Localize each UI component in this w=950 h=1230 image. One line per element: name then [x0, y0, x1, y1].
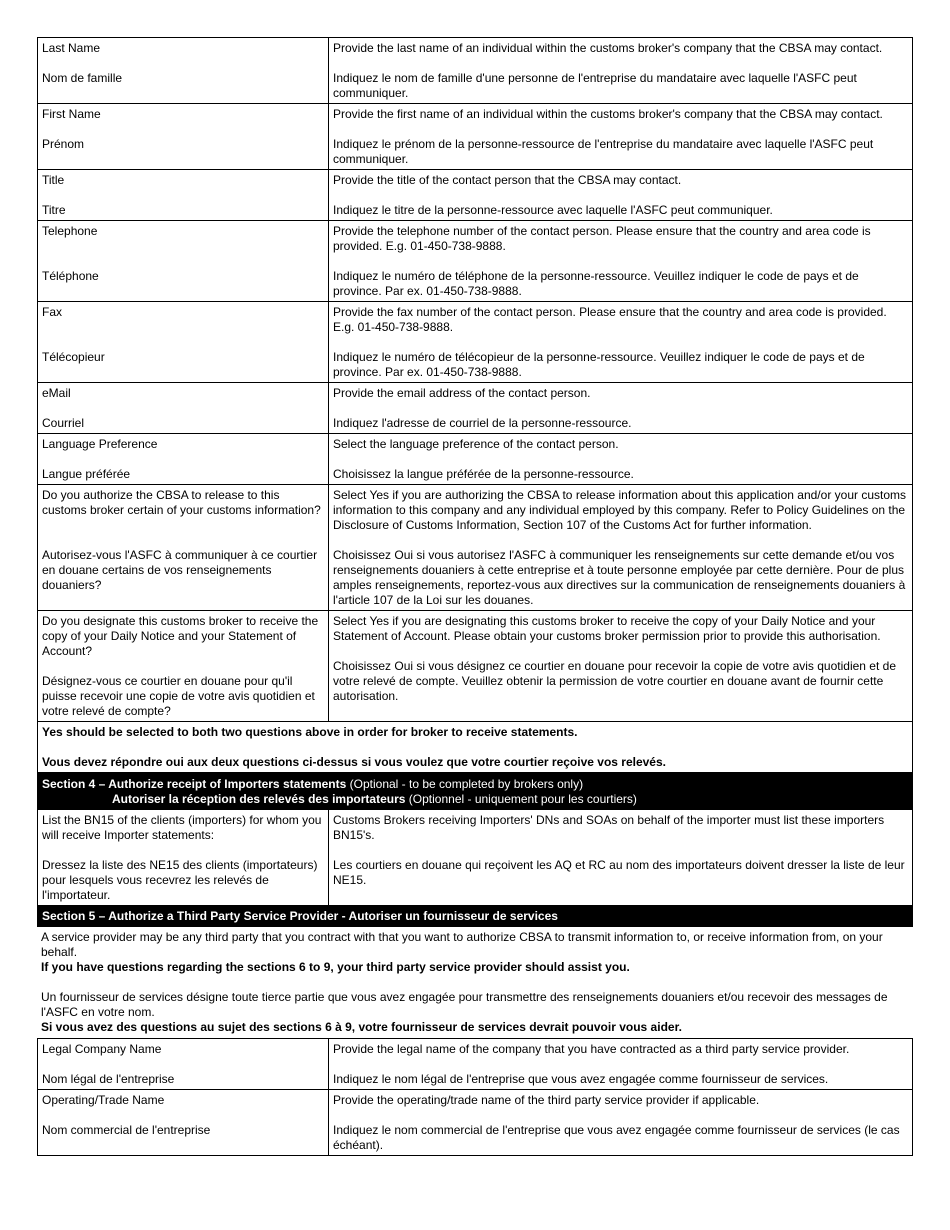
field-label-en: First Name	[42, 107, 101, 121]
field-desc-en: Select the language preference of the contact person.	[333, 437, 619, 451]
field-description-cell	[329, 302, 913, 383]
field-label-en: Telephone	[42, 224, 98, 238]
field-label-en: eMail	[42, 386, 71, 400]
field-label-cell	[38, 1039, 329, 1090]
table-row	[38, 104, 913, 170]
field-label-cell	[38, 810, 329, 906]
section-5-intro	[37, 927, 913, 1037]
field-description-cell	[329, 38, 913, 104]
section-4-header	[37, 773, 913, 810]
section-4-optional-en: (Optional - to be completed by brokers only)	[349, 777, 584, 791]
section-5-header	[37, 906, 913, 927]
table-row	[38, 810, 913, 906]
field-desc-en: Provide the fax number of the contact person. Please ensure that the country and area code is provided. E.g. 01-450-738-9888.	[333, 305, 887, 334]
table-row	[38, 434, 913, 485]
field-description-cell	[329, 1039, 913, 1090]
section-5-title: Section 5 – Authorize a Third Party Service Provider - Autoriser un fournisseur de services	[42, 909, 558, 923]
table-row	[38, 1039, 913, 1090]
field-label-cell	[38, 485, 329, 611]
field-label-cell	[38, 1090, 329, 1156]
field-label-en: Title	[42, 173, 65, 187]
table-row	[38, 221, 913, 302]
field-label-fr: Courriel	[42, 416, 85, 430]
field-description-cell	[329, 485, 913, 611]
field-label-fr: Langue préférée	[42, 467, 131, 481]
field-desc-fr: Choisissez Oui si vous désignez ce courtier en douane pour recevoir la copie de votre avis quotidien et de votre relevé de compte. Veuillez obtenir la permission de votre courtier en douane avant de fournir cette autorisation.	[333, 659, 896, 703]
field-label-en: Do you designate this customs broker to receive the copy of your Daily Notice and your Statement of Account?	[42, 614, 319, 658]
field-description-cell	[329, 383, 913, 434]
intro-en: A service provider may be any third party that you contract with that you want to authorize CBSA to transmit information to, or receive information from, on your behalf.	[41, 930, 883, 959]
field-desc-fr: Indiquez le nom de famille d'une personne de l'entreprise du mandataire avec laquelle l'ASFC peut communiquer.	[333, 71, 857, 100]
field-desc-en: Select Yes if you are authorizing the CBSA to release information about this application and/or your customs information to this company and any individual employed by this company. Refer to Policy Guidelines on the Disclosure of Customs Information, Section 107 of the Customs Act for further information.	[333, 488, 906, 532]
field-description-cell	[329, 170, 913, 221]
field-label-en: Legal Company Name	[42, 1042, 162, 1056]
section-4-title-en: Section 4 – Authorize receipt of Importers statements	[42, 777, 347, 791]
table-row	[38, 38, 913, 104]
field-label-fr: Nom commercial de l'entreprise	[42, 1123, 211, 1137]
field-desc-fr: Choisissez Oui si vous autorisez l'ASFC à communiquer les renseignements sur cette demande et/ou vos renseignements douaniers à cette entreprise et à toute personne employée par cette dernière. Pour de plus amples renseignements, reportez-vous aux directives sur la communication de renseignements douaniers à l'article 107 de la Loi sur les douanes.	[333, 548, 906, 607]
intro-fr: Un fournisseur de services désigne toute tierce partie que vous avez engagée pour transmettre des renseignements douaniers et/ou recevoir des messages de l'ASFC en votre nom.	[41, 990, 888, 1019]
table-row	[38, 170, 913, 221]
field-description-cell	[329, 810, 913, 906]
field-label-fr: Dressez la liste des NE15 des clients (importateurs) pour lesquels vous recevrez les relevés de l'importateur.	[42, 858, 318, 902]
field-description-cell	[329, 611, 913, 722]
intro-en-bold: If you have questions regarding the sections 6 to 9, your third party service provider should assist you.	[41, 960, 630, 974]
field-desc-en: Customs Brokers receiving Importers' DNs and SOAs on behalf of the importer must list these importers BN15's.	[333, 813, 885, 842]
field-label-en: Do you authorize the CBSA to release to this customs broker certain of your customs information?	[42, 488, 321, 517]
section-4-title-fr: Autoriser la réception des relevés des importateurs	[112, 792, 406, 806]
field-desc-fr: Indiquez le nom légal de l'entreprise que vous avez engagée comme fournisseur de services.	[333, 1072, 829, 1086]
field-label-en: Language Preference	[42, 437, 158, 451]
field-label-en: Fax	[42, 305, 63, 319]
field-desc-en: Select Yes if you are designating this customs broker to receive the copy of your Daily Notice and your Statement of Account. Please obtain your customs broker permission prior to provide this authorisation.	[333, 614, 881, 643]
field-label-cell	[38, 221, 329, 302]
field-desc-fr: Indiquez le titre de la personne-ressource avec laquelle l'ASFC peut communiquer.	[333, 203, 773, 217]
field-label-fr: Autorisez-vous l'ASFC à communiquer à ce courtier en douane certains de vos renseignements douaniers?	[42, 548, 318, 592]
section-4-optional-fr: (Optionnel - uniquement pour les courtiers)	[408, 792, 637, 806]
field-label-fr: Titre	[42, 203, 66, 217]
field-desc-fr: Indiquez le numéro de téléphone de la personne-ressource. Veuillez indiquer le code de pays et de province. Par ex. 01-450-738-9888.	[333, 269, 859, 298]
field-desc-en: Provide the first name of an individual within the customs broker's company that the CBSA may contact.	[333, 107, 883, 121]
field-label-cell	[38, 302, 329, 383]
field-label-en: Operating/Trade Name	[42, 1093, 165, 1107]
field-desc-fr: Les courtiers en douane qui reçoivent les AQ et RC au nom des importateurs doivent dresser la liste de leur NE15.	[333, 858, 905, 887]
table-row	[38, 383, 913, 434]
field-label-cell	[38, 38, 329, 104]
document-page	[37, 37, 913, 1156]
field-desc-fr: Indiquez le numéro de télécopieur de la personne-ressource. Veuillez indiquer le code de pays et de province. Par ex. 01-450-738-9888.	[333, 350, 865, 379]
field-description-cell	[329, 221, 913, 302]
field-description-cell	[329, 434, 913, 485]
section-4-table	[37, 810, 913, 906]
field-desc-en: Provide the legal name of the company that you have contracted as a third party service provider.	[333, 1042, 850, 1056]
field-label-en: List the BN15 of the clients (importers) for whom you will receive Importer statements:	[42, 813, 322, 842]
field-desc-en: Provide the email address of the contact person.	[333, 386, 591, 400]
field-desc-en: Provide the last name of an individual within the customs broker's company that the CBSA may contact.	[333, 41, 883, 55]
field-label-fr: Télécopieur	[42, 350, 105, 364]
field-desc-fr: Indiquez le nom commercial de l'entreprise que vous avez engagée comme fournisseur de services (le cas échéant).	[333, 1123, 900, 1152]
table-row	[38, 485, 913, 611]
field-desc-en: Provide the operating/trade name of the third party service provider if applicable.	[333, 1093, 760, 1107]
field-label-fr: Nom légal de l'entreprise	[42, 1072, 175, 1086]
note-en: Yes should be selected to both two questions above in order for broker to receive statements.	[42, 725, 578, 739]
table-row	[38, 611, 913, 722]
field-description-cell	[329, 104, 913, 170]
field-label-fr: Désignez-vous ce courtier en douane pour qu'il puisse recevoir une copie de votre avis quotidien et votre relevé de compte?	[42, 674, 315, 718]
field-description-cell	[329, 1090, 913, 1156]
table-row	[38, 1090, 913, 1156]
contact-fields-table	[37, 37, 913, 722]
both-questions-note	[37, 722, 913, 773]
field-label-cell	[38, 611, 329, 722]
field-desc-en: Provide the telephone number of the contact person. Please ensure that the country and area code is provided. E.g. 01-450-738-9888.	[333, 224, 871, 253]
field-label-fr: Téléphone	[42, 269, 99, 283]
field-desc-en: Provide the title of the contact person that the CBSA may contact.	[333, 173, 682, 187]
field-label-en: Last Name	[42, 41, 101, 55]
field-label-fr: Prénom	[42, 137, 85, 151]
section-5-table	[37, 1038, 913, 1156]
table-row	[38, 302, 913, 383]
field-label-cell	[38, 104, 329, 170]
field-label-cell	[38, 383, 329, 434]
field-desc-fr: Choisissez la langue préférée de la personne-ressource.	[333, 467, 634, 481]
field-desc-fr: Indiquez l'adresse de courriel de la personne-ressource.	[333, 416, 632, 430]
intro-fr-bold: Si vous avez des questions au sujet des sections 6 à 9, votre fournisseur de services devrait pouvoir vous aider.	[41, 1020, 682, 1034]
field-label-fr: Nom de famille	[42, 71, 123, 85]
field-label-cell	[38, 170, 329, 221]
field-label-cell	[38, 434, 329, 485]
field-desc-fr: Indiquez le prénom de la personne-ressource de l'entreprise du mandataire avec laquelle l'ASFC peut communiquer.	[333, 137, 874, 166]
note-fr: Vous devez répondre oui aux deux questions ci-dessus si vous voulez que votre courtier reçoive vos relevés.	[42, 755, 666, 769]
